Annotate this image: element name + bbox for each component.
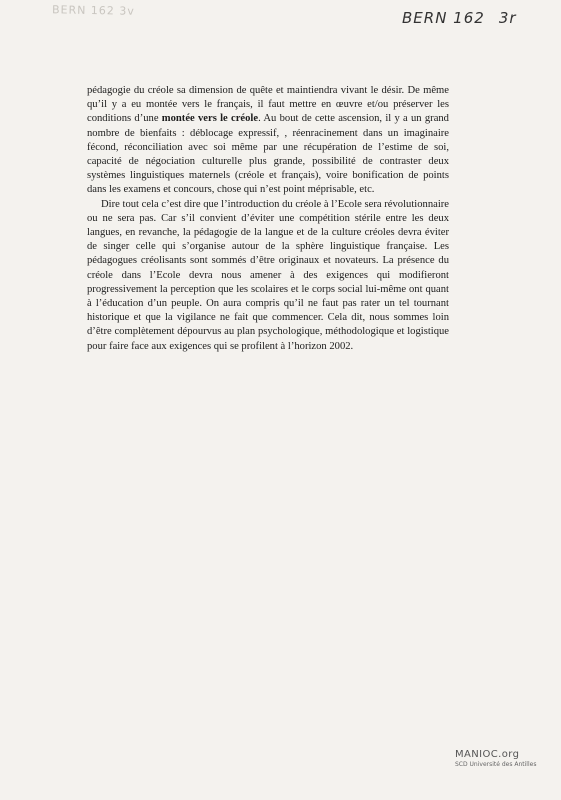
manioc-logo bbox=[455, 749, 536, 768]
archive-code: BERN 162 bbox=[402, 9, 485, 27]
paragraph-1 bbox=[87, 84, 449, 198]
paragraph-1-text-a: pédagogie du créole sa dimension de quête et maintiendra vivant le désir. De même qu’il y a eu montée vers le français, il faut mettre en œuvre et/ou préserver les conditions d’une bbox=[87, 85, 449, 125]
body-text bbox=[87, 84, 449, 354]
faint-archive-reference: BERN 162 3v bbox=[51, 3, 135, 18]
paragraph-1-text-b: . Au bout de cette ascension, il y a un grand nombre de bienfaits : déblocage expressif, , réenracinement dans un imaginaire fécond, réconciliation avec soi même par une récupération de l’estime de soi, capacité de négociation culturelle plus grande, possibilité de contraster deux systèmes linguistiques maternels (créole et français), voire bonification de points dans les examens et concours, chose qui n’est point méprisable, etc. bbox=[87, 113, 449, 196]
logo-brand: MANIOC.org bbox=[455, 749, 520, 760]
page-reference: 3r bbox=[498, 9, 517, 27]
logo-subtitle: SCD Université des Antilles bbox=[455, 761, 537, 768]
paragraph-1-bold-phrase: montée vers le créole bbox=[161, 113, 259, 125]
archive-reference bbox=[402, 9, 517, 27]
paragraph-2: Dire tout cela c’est dire que l’introduction du créole à l’Ecole sera révolutionnaire ou ne sera pas. Car s’il convient d’éviter une compétition stérile entre les deux langues, en revanche, la pédagogie de la langue et de la culture créoles devra éviter de singer celle qui s’organise autour de la sphère linguistique française. Les pédagogues créolisants sont sommés d’être originaux et novateurs. La présence du créole dans l’Ecole devra nous amener à des exigences qui modifieront progressivement la perception que les scolaires et le corps social lui-même ont quant à l’éducation d’un peuple. On aura compris qu’il ne faut pas rater un tel tournant historique et que la vigilance ne fait que commencer. Cela dit, nous sommes loin d’être complètement dépourvus au plan psychologique, méthodologique et logistique pour faire face aux exigences qui se profilent à l’horizon 2002. bbox=[87, 198, 449, 352]
